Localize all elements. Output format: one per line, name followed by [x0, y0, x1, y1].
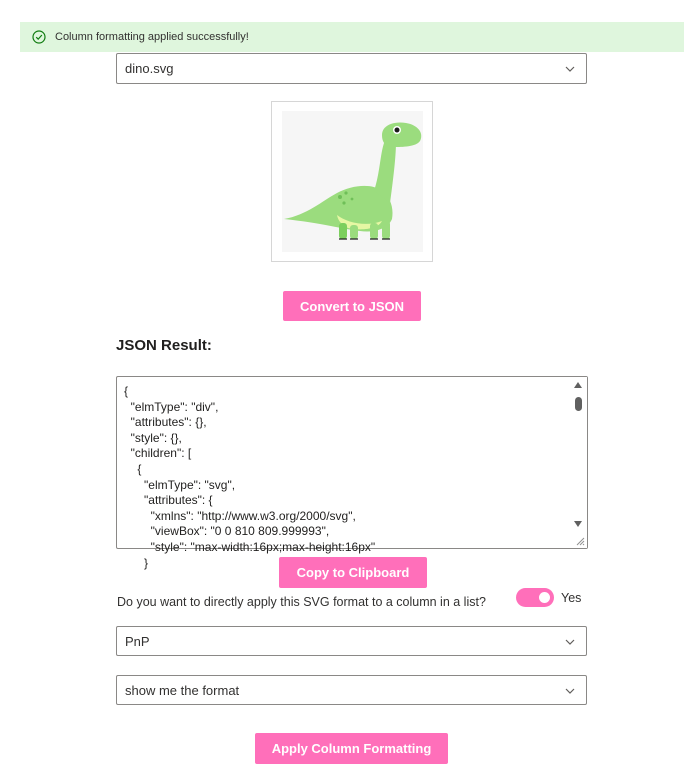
list-dropdown[interactable]: [116, 626, 587, 656]
check-circle-icon: [32, 30, 46, 44]
chevron-down-icon: [564, 636, 576, 648]
list-value: PnP: [125, 633, 150, 649]
json-result-title: JSON Result:: [116, 337, 212, 354]
scroll-down-arrow-icon[interactable]: [574, 521, 582, 527]
copy-to-clipboard-button[interactable]: Copy to Clipboard: [279, 557, 427, 588]
apply-toggle[interactable]: [516, 588, 554, 607]
success-banner: [20, 22, 684, 52]
apply-column-formatting-button[interactable]: Apply Column Formatting: [255, 733, 448, 764]
svg-preview: [271, 101, 433, 262]
toggle-state-label: Yes: [561, 591, 582, 605]
scroll-thumb[interactable]: [575, 397, 582, 411]
dino-image: [282, 111, 423, 252]
toggle-knob: [539, 592, 550, 603]
apply-question: Do you want to directly apply this SVG format to a column in a list?: [117, 595, 486, 609]
chevron-down-icon: [564, 63, 576, 75]
svg-file-value: dino.svg: [125, 61, 174, 76]
column-dropdown[interactable]: [116, 675, 587, 705]
dinosaur-illustration: [284, 123, 421, 240]
scroll-up-arrow-icon[interactable]: [574, 382, 582, 388]
convert-to-json-button[interactable]: Convert to JSON: [283, 291, 421, 321]
json-result-textarea[interactable]: [116, 376, 588, 570]
column-value: show me the format: [125, 682, 240, 698]
json-result-content: { "elmType": "div", "attributes": {}, "style": {}, "children": [ { "elmType": "svg", "attributes": { "xmlns": "http://www.w3.org/2000/svg", "viewBox": "0 0 810 809.999993", "style": "max-width:16px;max-height:16px" }: [124, 384, 376, 570]
success-message: Column formatting applied successfully!: [55, 31, 249, 43]
chevron-down-icon: [564, 685, 576, 697]
json-scrollbar[interactable]: [570, 377, 587, 548]
svg-file-dropdown[interactable]: [116, 53, 587, 84]
resize-grip-icon[interactable]: [575, 536, 585, 546]
